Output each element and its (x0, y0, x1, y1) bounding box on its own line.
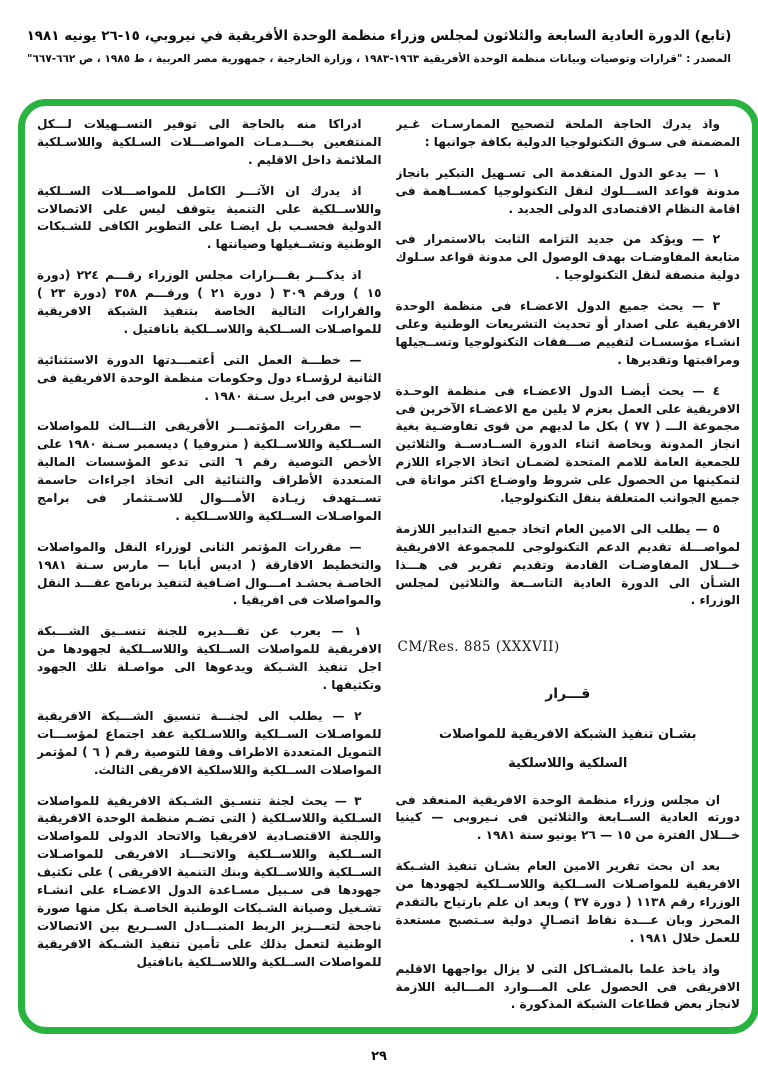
paragraph: — خطـــة العمل التى أعتمـــدتها الدورة الاستثنائية الثانية لرؤسـاء دول وحكومات منظمة الوحدة الافريقية فى لاجوس فى ابريل سـنة ١٩٨٠ . (37, 352, 382, 403)
page-header (0, 28, 758, 65)
paragraph: ٥ — يطلب الى الامين العام اتخاذ جميع التدابير اللازمة لمواصـــلة تقديم الدعم التكنولوجى للمجموعة الافريقية خـــلال المفاوضـات القادمة وتقديم تقرير فى هـــذا الشـأن الى الدورة العادية التاســعة والثلاثين لمجلس الوزراء . (395, 521, 740, 608)
resolution-subtitle-line2: السلكية واللاسلكية (508, 756, 628, 772)
paragraph: واذ ياخذ علما بالمشـاكل التى لا يزال يواجهها الاقليم الافريقى فى الحصول على المـــوارد المـــالية اللازمة لانجاز بعض قطاعات الشبكة المذكورة . (395, 961, 740, 1012)
paragraph: ٢ — ويؤكد من جديد التزامه الثابت بالاستمرار فى متابعة المفاوضـات بهدف الوصول الى مدونة قواعد سـلوك دولية منصفة لنقل التكنولوجيا . (395, 232, 740, 283)
resolution-reference: CM/Res. 885 (XXXVII) (397, 639, 560, 656)
paragraph: ٣ — يحث لجنة تنسـيق الشـبكة الافريقية للمواصلات السـلكية واللاسـلكية ( التى تضـم منظمة الوحدة الافريقية واللجنة الاقتصـادية لافريقيا والاتحاد الدولى للمواصلات الســلكية واللاســلكية والاتحـــاد الافريقى للمواصـلات الســلكية واللاســلكية وبنك التنمية الافريقى ) على تكثيف جهودها فى سـبيل مسـاعدة الدول الاعضـاء على انشـاء تشـغيل وصيانة الشـبكات الوطنية الخاصـة بكل منها صورة ناجحة لتعـــزيز الربط المتبـــادل الســريع بين الاتصالات الوطنية لتعمل بذلك على تأمين تنفيذ الشـبكة الافريقية للمواصلات الســلكية واللاســلكية بانافتيل (37, 793, 382, 969)
session-title: (تابع) الدورة العادية السابعة والثلاثون لمجلس وزراء منظمة الوحدة الأفريقية في نيروبي، ١٥-٢٦ يونيه ١٩٨١ (26, 28, 732, 44)
resolution-title: قـــرار (545, 686, 591, 703)
paragraph: ٤ — يحث أيضـا الدول الاعضـاء فى منظمة الوحـدة الافريقية على العمل بعزم لا يلين مع الاعضـاء الآخرين فى مجموعة الـــ ( ٧٧ ) بكل ما لديهم من قوى تفاوضـية بغية انجاز المدونة وبخاصة اثناء الدورة الســادســة والثلاثين للجمعية العامة للامم المتحدة لضمـان اتخاذ الاجراء اللازم لتمكينها من الحصول على شروط واوضـاع اكثر مواتاة فى جميع الجوانب المتعلقة بنقل التكنولوجيا. (395, 383, 740, 506)
paragraph: واذ يدرك الحاجة الملحة لتصحيح الممارسـات غـير المضمنة فى سـوق التكنولوجيا الدولية بكافة جوانبها : (395, 117, 740, 149)
paragraph: ٢ — يطلب الى لجنـــة تنسيق الشـــبكة الافريقية للمواصـلات الســلكية واللاسـلكية عقد اجتماع لمؤســـات التمويل المتعددة الاطراف وفقا للتوصية رقم ( ٦ ) لمؤتمر المواصلات الســلكية واللاسلكية الافريقى الثالث. (37, 708, 382, 777)
paragraph: ١ — يعرب عن تقـــديره للجنة تنســيق الشـــبكة الافريقية للمواصلات الســلكية واللاســلكية لجهودها من اجل تنفيذ الشـبكة ويدعوها الى مواصـلة تلك الجهود وتكثيفها . (37, 624, 382, 693)
page-number: ٢٩ (371, 1049, 387, 1064)
paragraph: — مقررات المؤتمر الثانى لوزراء النقل والمواصلات والتخطيط الافارقة ( اديس أبابا — مارس سـنة ١٩٨١ الخاصـة بحشـد امـــوال اضـافية لتنفيذ برنامج عقـــد النقل والمواصلات فى افريقيا . (37, 539, 382, 608)
source-citation: المصدر : "قرارات وتوصيات وبيانات منظمة الوحدة الأفريقية ١٩٦٣-١٩٨٣ ، وزارة الخارجية ، جمهورية مصر العربية ، ط ١٩٨٥ ، ص ٦٦٢-٦٦٧" (27, 53, 731, 65)
paragraph: بعد ان بحث تقرير الامين العام بشـان تنفيذ الشـبكة الافريقية للمواصـلات الســلكية واللاســلكية لجهودها من الوزراء رقم ١١٣٨ ( دورة ٣٧ ) وبعد ان علم بارتياح بالتقدم المحرز وبان عـــدة نقاط اتصـالٍ دولية سـتصبح مستعدة للعمل خلال ١٩٨١ . (395, 859, 740, 945)
paragraph: ادراكا منه بالحاجة الى توفير التســهيلات لـــكل المنتفعين بخـــدمـات المواصـــلات السـلكية واللاسـلكية الملائمة داخل الاقليم . (37, 117, 382, 167)
paragraph: اذ يدرك ان الآثـــر الكامل للمواصـــلات الســلكية واللاســلكية على التنمية يتوقف ليس على الاتصالات الدولية فحسـب بل ايضـا على التطوير الكافى للشـبكات الوطنية وتشــغيلها وصيانتها . (37, 183, 382, 252)
paragraph: ١ — يدعو الدول المتقدمة الى تسـهيل التبكير بانجاز مدونة قواعد الســـلوك لنقل التكنولوجيا كمســاهمة فى اقامة النظام الاقتصادى الدولى الجديد . (395, 165, 740, 216)
paragraph: اذ يذكـــر بقـــرارات مجلس الوزراء رقـــم ٢٢٤ (دورة ١٥ ) ورقم ٣٠٩ ( دورة ٢١ ) ورقـــم ٣٥٨ (دورة ٢٣ ) والقرارات التالية الخاصة بتنفيذ الشبكة الافريقية للمواصـلات الســلكية واللاســلكية بانافتيل . (37, 268, 382, 336)
resolution-subtitle-line1: بشـان تنفيذ الشبكة الافريقية للمواصلات (439, 727, 697, 743)
paragraph: ان مجلس وزراء منظمة الوحدة الافريقية المنعقد فى دورته العادية الســابعة والثلاثين فى نـيروبى — كينيا خـــلال الفترة من ١٥ — ٢٦ يونيو سنة ١٩٨١ . (395, 792, 740, 843)
right-column (396, 116, 741, 1017)
paragraph: — مقررات المؤتمـــر الأفريقى الثـــالث للمواصلات الســلكية واللاســلكية ( منروفيا ) ديسمبر سـنة ١٩٨٠ على الأخص التوصية رقم ٦ التى تدعو المؤسسات المالية المتعددة الأطراف والثنائية الى اتخاذ اجراءات حاسمة تســتهدف زيـادة الأمـــوال للاسـتثمار فى برامج المواصـلات الســلكية واللاســلكية . (37, 419, 382, 523)
left-column (37, 116, 382, 1017)
document-frame (18, 99, 758, 1034)
paragraph: ٣ — يحث جميع الدول الاعضـاء فى منظمة الوحدة الافريقية على اصدار أو تحديث التشريعات الوطنية وعلى انشـاء مؤسسـات لتقييم صـــفقات التكنولوجيا وتســجيلها ومراقبتها وتقديرها . (395, 299, 740, 367)
